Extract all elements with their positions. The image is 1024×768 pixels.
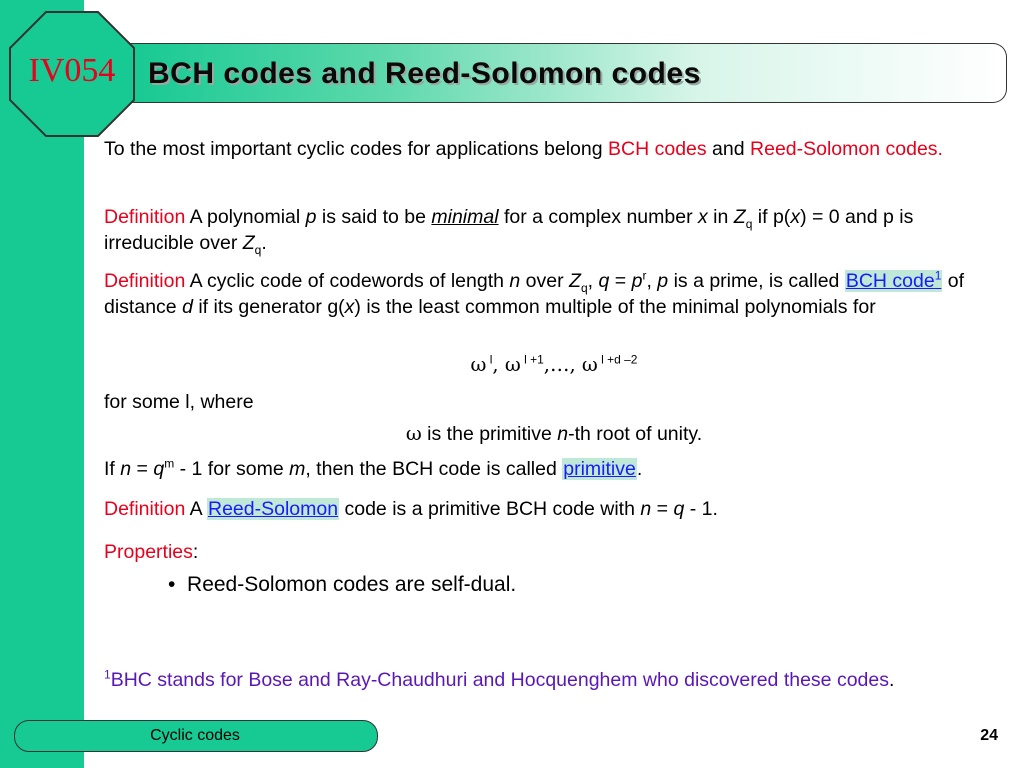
def2-text: over xyxy=(520,270,570,292)
def3-text: code is a primitive BCH code with xyxy=(339,498,641,520)
if-text: , then the BCH code is called xyxy=(305,458,563,480)
def2-text: if its generator g( xyxy=(192,296,345,318)
if-text: If xyxy=(104,458,121,480)
def2-n: n xyxy=(509,270,521,292)
if-m-sup: m xyxy=(164,456,175,471)
if-text: . xyxy=(636,458,643,480)
def1-text: A polynomial xyxy=(185,206,306,228)
def3-text: - 1. xyxy=(684,498,718,520)
def3-q: q xyxy=(673,498,685,520)
definition-label: Definition xyxy=(104,498,186,520)
course-code: IV054 xyxy=(28,52,116,89)
footnote-ref: 1 xyxy=(934,268,942,283)
def1-Z: Z xyxy=(242,232,255,254)
omega-symbol: ω xyxy=(405,422,422,445)
minimal-term: minimal xyxy=(431,206,499,228)
primitive-link[interactable]: primitive xyxy=(563,458,636,480)
def2-q: q xyxy=(598,270,610,292)
definition-minimal xyxy=(104,204,1004,256)
properties-label: Properties xyxy=(104,541,193,563)
bch-code-link[interactable] xyxy=(845,270,943,292)
def2-text: of distance xyxy=(104,270,965,318)
exponent: l xyxy=(486,352,493,367)
definition-label: Definition xyxy=(104,270,186,292)
def2-p: p xyxy=(631,270,643,292)
def2-text: ) is the least common multiple of the minimal polynomials for xyxy=(354,296,876,318)
intro-paragraph xyxy=(104,136,984,162)
definition-bch xyxy=(104,268,1004,320)
bch-code-link-text: BCH code xyxy=(845,270,935,292)
def1-q: q xyxy=(745,216,753,231)
slide-title: BCH codes and Reed-Solomon codes xyxy=(148,57,701,90)
if-text: - 1 for some xyxy=(174,458,290,480)
def2-q: q xyxy=(580,280,588,295)
footnote-period: . xyxy=(888,669,895,691)
if-q: q xyxy=(153,458,165,480)
def3-text: A xyxy=(185,498,207,520)
omega-definition-line xyxy=(104,421,1004,447)
if-text: = xyxy=(131,458,154,480)
omega-symbol: ω xyxy=(470,353,487,376)
def1-text: ) = 0 and p is irreducible over xyxy=(104,206,914,254)
formula-sep: , xyxy=(492,353,505,376)
def3-text: = xyxy=(651,498,674,520)
exponent: l +1 xyxy=(520,352,544,367)
footnote-text: BHC stands for Bose and Ray-Chaudhuri and Hocquenghem who discovered these codes xyxy=(110,669,889,691)
bullet-icon: • xyxy=(168,573,176,596)
intro-and: and xyxy=(706,138,751,160)
def3-n: n xyxy=(640,498,652,520)
def2-text: is a prime, is called xyxy=(668,270,845,292)
omega-symbol: ω xyxy=(581,353,598,376)
exponent: l +d –2 xyxy=(597,352,638,367)
def2-text: , xyxy=(646,270,658,292)
def1-text: is said to be xyxy=(316,206,432,228)
reed-solomon-text: Reed-Solomon codes. xyxy=(750,138,943,160)
def1-x: x xyxy=(698,206,708,228)
def2-text: , xyxy=(587,270,599,292)
omega-symbol: ω xyxy=(504,353,521,376)
def1-text: for a complex number xyxy=(498,206,698,228)
omega-n: n xyxy=(557,423,569,445)
page-number: 24 xyxy=(980,727,998,744)
primitive-line xyxy=(104,456,1004,482)
property-text: Reed-Solomon codes are self-dual. xyxy=(187,573,517,596)
definition-label: Definition xyxy=(104,206,186,228)
def2-Z: Z xyxy=(569,270,581,292)
def2-p: p xyxy=(657,270,669,292)
properties-heading xyxy=(104,539,704,565)
def2-r: r xyxy=(642,268,647,283)
bch-codes-text: BCH codes xyxy=(608,138,707,160)
omega-text: -th root of unity. xyxy=(568,423,703,445)
def2-x: x xyxy=(344,296,355,318)
property-list-item xyxy=(168,572,868,598)
omega-formula xyxy=(104,352,1004,378)
reed-solomon-link[interactable]: Reed-Solomon xyxy=(208,498,339,520)
properties-colon: : xyxy=(192,541,199,563)
def1-x: x xyxy=(790,206,801,228)
footnote xyxy=(104,667,964,693)
def1-text: in xyxy=(707,206,734,228)
def1-text: . xyxy=(261,232,267,254)
def2-text: A cyclic code of codewords of length xyxy=(185,270,510,292)
for-some-line: for some l, where xyxy=(104,391,254,413)
definition-reed-solomon xyxy=(104,496,1004,522)
def1-Z: Z xyxy=(733,206,746,228)
def1-p: p xyxy=(305,206,317,228)
intro-text: To the most important cyclic codes for applications belong xyxy=(104,138,609,160)
omega-text: is the primitive xyxy=(421,423,558,445)
if-m: m xyxy=(289,458,306,480)
if-n: n xyxy=(120,458,132,480)
footer-label: Cyclic codes xyxy=(150,727,240,744)
formula-sep: ,…, xyxy=(543,353,582,376)
footnote-number: 1 xyxy=(104,667,111,682)
def1-text: if p( xyxy=(752,206,791,228)
def2-d: d xyxy=(182,296,193,318)
def1-q: q xyxy=(254,242,262,257)
def2-text: = xyxy=(609,270,632,292)
